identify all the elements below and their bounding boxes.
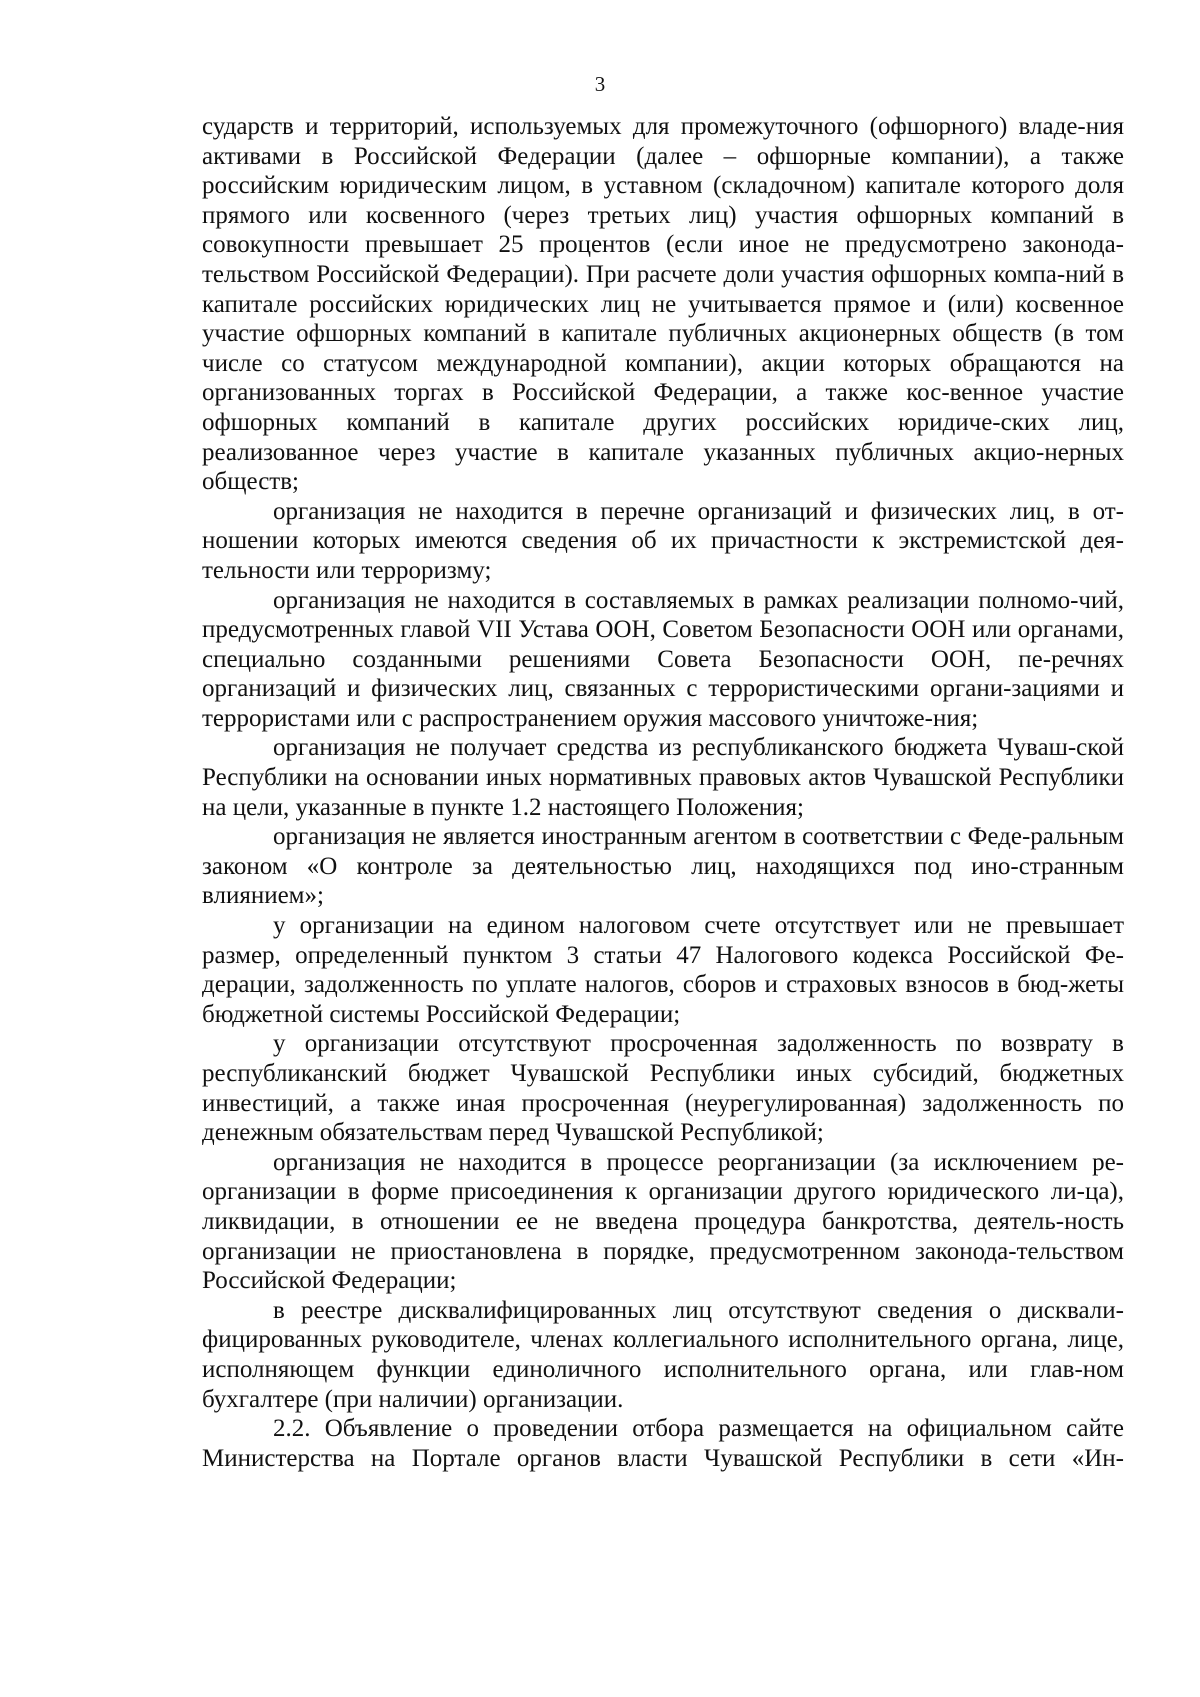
paragraph-selection-announcement: 2.2. Объявление о проведении отбора размещается на официальном сайте Министерства на Портале органов власти Чувашской Республики в сети «Ин- xyxy=(202,1415,1124,1472)
paragraph-un-security-council-lists: организация не находится в составляемых в рамках реализации полномо-чий, предусмотренных главой VII Устава ООН, Советом Безопасности ООН или органами, специально созданными решениями Совета Безопасности ООН, пе-речнях организаций и физических лиц, связанных с террористическими органи-зациями и террористами или с распространением оружия массового уничтоже-ния; xyxy=(202,586,1124,732)
paragraph-extremism-list: организация не находится в перечне организаций и физических лиц, в от-ношении которых имеются сведения об их причастности к экстремистской дея-тельности или терроризму; xyxy=(202,497,1124,584)
paragraph-offshore-participation: сударств и территорий, используемых для промежуточного (офшорного) владе-ния активами в Российской Федерации (далее – офшорные компании), а также российским юридическим лицом, в уставном (складочном) капитале которого доля прямого или косвенного (через третьих лиц) участия офшорных компаний в совокупности превышает 25 процентов (если иное не предусмотрено законода-тельством Российской Федерации). При расчете доли участия офшорных компа-ний в капитале российских юридических лиц не учитывается прямое и (или) косвенное участие офшорных компаний в капитале публичных акционерных обществ (в том числе со статусом международной компании), акции которых обращаются на организованных торгах в Российской Федерации, а также кос-венное участие офшорных компаний в капитале других российских юридиче-ских лиц, реализованное через участие в капитале указанных публичных акцио-нерных обществ; xyxy=(202,113,1124,496)
paragraph-overdue-debt: у организации отсутствуют просроченная задолженность по возврату в республиканский бюджет Чувашской Республики иных субсидий, бюджетных инвестиций, а также иная просроченная (неурегулированная) задолженность по денежным обязательствам перед Чувашской Республикой; xyxy=(202,1030,1124,1147)
page-number: 3 xyxy=(594,72,606,96)
paragraph-no-other-budget-funds: организация не получает средства из республиканского бюджета Чуваш-ской Республики на основании иных нормативных правовых актов Чувашской Республики на цели, указанные в пункте 1.2 настоящего Положения; xyxy=(202,734,1124,821)
paragraph-tax-debt: у организации на едином налоговом счете отсутствует или не превышает размер, определенный пунктом 3 статьи 47 Налогового кодекса Российской Фе-дерации, задолженность по уплате налогов, сборов и страховых взносов в бюд-жеты бюджетной системы Российской Федерации; xyxy=(202,912,1124,1028)
paragraph-reorganization-liquidation: организация не находится в процессе реорганизации (за исключением ре-организации в форме присоединения к организации другого юридического ли-ца), ликвидации, в отношении ее не введена процедура банкротства, деятель-ность организации не приостановлена в порядке, предусмотренном законода-тельством Российской Федерации; xyxy=(202,1148,1124,1295)
paragraph-not-foreign-agent: организация не является иностранным агентом в соответствии с Феде-ральным законом «О контроле за деятельностью лиц, находящихся под ино-странным влиянием»; xyxy=(202,823,1124,910)
paragraph-disqualified-persons: в реестре дисквалифицированных лиц отсутствуют сведения о дисквали-фицированных руководителе, членах коллегиального исполнительного органа, лице, исполняющем функции единоличного исполнительного органа, или глав-ном бухгалтере (при наличии) организации. xyxy=(202,1296,1124,1413)
document-body xyxy=(202,112,1124,1473)
